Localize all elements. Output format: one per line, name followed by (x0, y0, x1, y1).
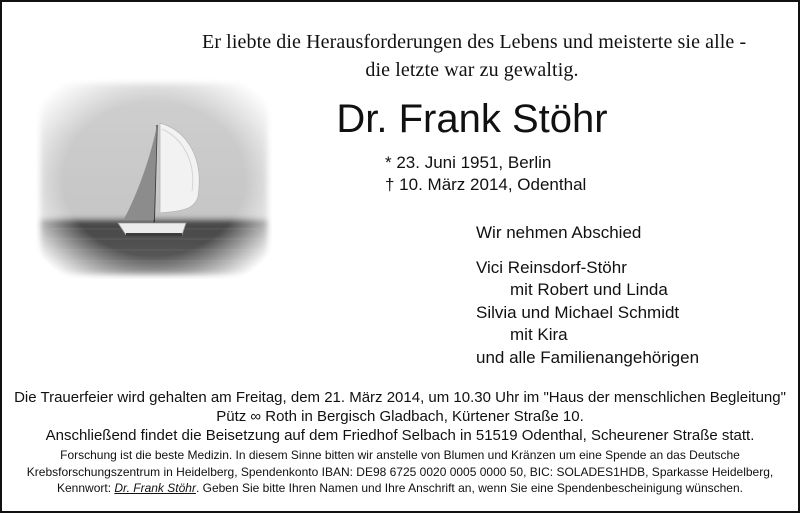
mourner-line: und alle Familienangehörigen (476, 347, 700, 367)
mourner-line: mit Kira (510, 325, 568, 344)
donation-line-1: Forschung ist die beste Medizin. In diesem Sinne bitten wir anstelle von Blumen und Kränzen um eine Spende an das Deutsche (60, 448, 740, 462)
donation-line-2: Krebsforschungszentrum in Heidelberg, Spendenkonto IBAN: DE98 6725 0020 0005 0000 50, BIC: SOLADES1HDB, Sparkasse Heidelberg, (26, 464, 774, 479)
death-date: † 10. März 2014, Odenthal (385, 175, 587, 194)
service-line-1: Die Trauerfeier wird gehalten am Freitag, dem 21. März 2014, um 10.30 Uhr im "Haus der menschlichen Begleitung" (14, 389, 786, 406)
quote (202, 28, 747, 84)
mourner-line: Vici Reinsdorf-Stöhr (476, 257, 627, 277)
service-line-2: Pütz ∞ Roth in Bergisch Gladbach, Kürtener Straße 10. (216, 408, 584, 425)
quote-line-2: die letzte war zu gewaltig. (365, 59, 579, 81)
donation-keyword: Dr. Frank Stöhr (114, 481, 196, 495)
deceased-name: Dr. Frank Stöhr (336, 97, 608, 141)
mourner-list (476, 257, 699, 370)
service-line-3: Anschließend findet die Beisetzung auf dem Friedhof Selbach in 51519 Odenthal, Scheurener Straße statt. (45, 427, 755, 444)
donation-note: . Geben Sie bitte Ihren Namen und Ihre Anschrift an, wenn Sie eine Spendenbescheinigung wünschen. (195, 481, 743, 495)
donation-info (2, 447, 798, 497)
keyword-label: Kennwort: (57, 481, 115, 495)
life-dates (385, 152, 586, 196)
sailboat-photo (36, 79, 272, 279)
farewell-intro: Wir nehmen Abschied (476, 223, 642, 242)
mourner-line: Silvia und Michael Schmidt (476, 302, 680, 322)
mourner-line: mit Robert und Linda (510, 280, 668, 299)
donation-line-3 (2, 480, 798, 497)
quote-line-1: Er liebte die Herausforderungen des Lebens und meisterte sie alle - (202, 31, 747, 53)
mourners-block (476, 222, 699, 369)
funeral-service-info (2, 388, 798, 445)
birth-date: * 23. Juni 1951, Berlin (385, 153, 552, 172)
